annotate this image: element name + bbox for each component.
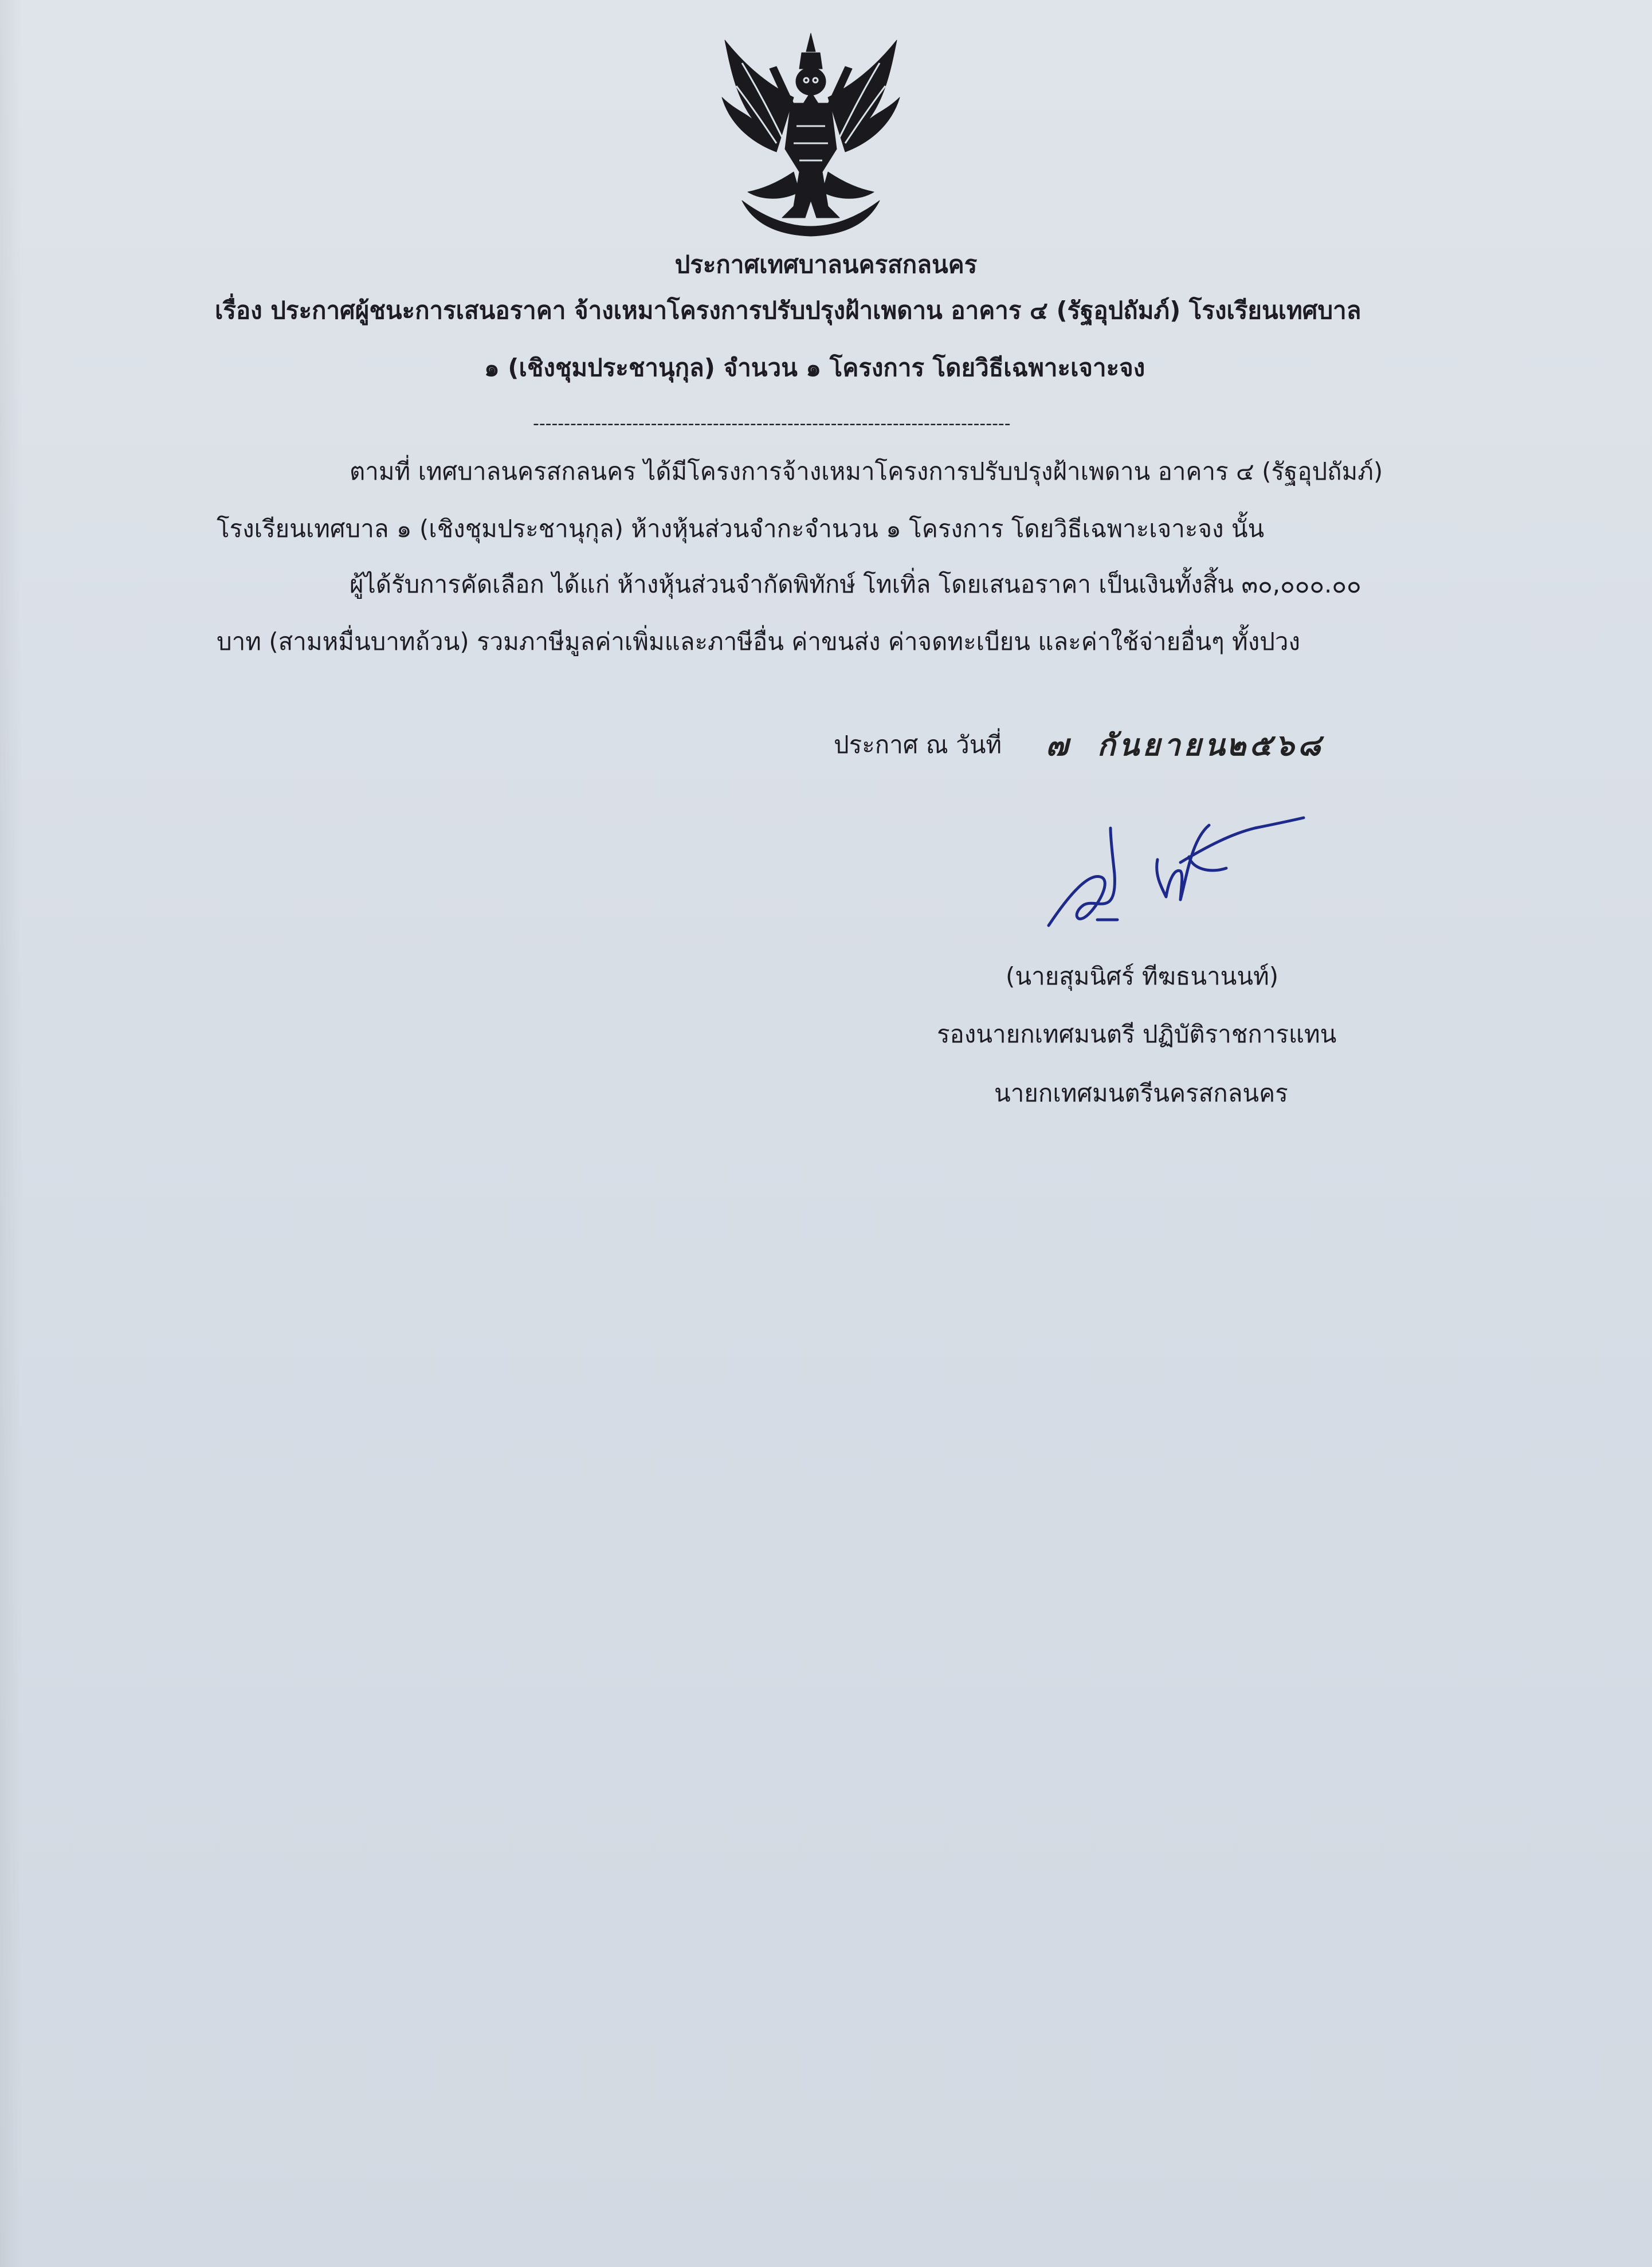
garuda-emblem-icon xyxy=(708,29,914,246)
separator-line: ----------------------------------------------------------------------------- xyxy=(533,414,1011,434)
signer-position-2: นายกเทศมนตรีนครสกลนคร xyxy=(994,1079,1288,1107)
document-title: ประกาศเทศบาลนครสกลนคร xyxy=(674,250,978,279)
paragraph-1-line-1: ตามที่ เทศบาลนครสกลนคร ได้มีโครงการจ้างเหมาโครงการปรับปรุงฝ้าเพดาน อาคาร ๔ (รัฐอุปถัมภ์) xyxy=(350,457,1383,485)
page-shadow xyxy=(0,0,23,2267)
announce-day: ๗ xyxy=(1046,728,1072,763)
signer-position-1: รองนายกเทศมนตรี ปฏิบัติราชการแทน xyxy=(937,1020,1337,1048)
subject-line-1: เรื่อง ประกาศผู้ชนะการเสนอราคา จ้างเหมาโครงการปรับปรุงฝ้าเพดาน อาคาร ๔ (รัฐอุปถัมภ์) โรงเรียนเทศบาล xyxy=(215,296,1361,324)
paragraph-2-line-2: บาท (สามหมื่นบาทถ้วน) รวมภาษีมูลค่าเพิ่มและภาษีอื่น ค่าขนส่ง ค่าจดทะเบียน และค่าใช้จ่ายอื่นๆ ทั้งปวง xyxy=(217,627,1301,656)
paragraph-1-line-2: โรงเรียนเทศบาล ๑ (เชิงชุมประชานุกุล) ห้างหุ้นส่วนจำกะจำนวน ๑ โครงการ โดยวิธีเฉพาะเจาะจง นั้น xyxy=(217,515,1265,543)
handwritten-signature xyxy=(1037,805,1312,943)
announce-year: ๒๕๖๘ xyxy=(1226,728,1324,763)
subject-line-2: ๑ (เชิงชุมประชานุกุล) จำนวน ๑ โครงการ โดยวิธีเฉพาะเจาะจง xyxy=(484,354,1145,382)
announce-month: กันยายน xyxy=(1097,728,1229,763)
announce-label: ประกาศ ณ วันที่ xyxy=(834,731,1002,759)
signer-name: (นายสุมนิศร์ ทีฆธนานนท์) xyxy=(1006,962,1279,990)
paragraph-2-line-1: ผู้ได้รับการคัดเลือก ได้แก่ ห้างหุ้นส่วนจำกัดพิทักษ์ โทเทิ่ล โดยเสนอราคา เป็นเงินทั้งสิ้น ๓๐,๐๐๐.๐๐ xyxy=(350,570,1361,598)
